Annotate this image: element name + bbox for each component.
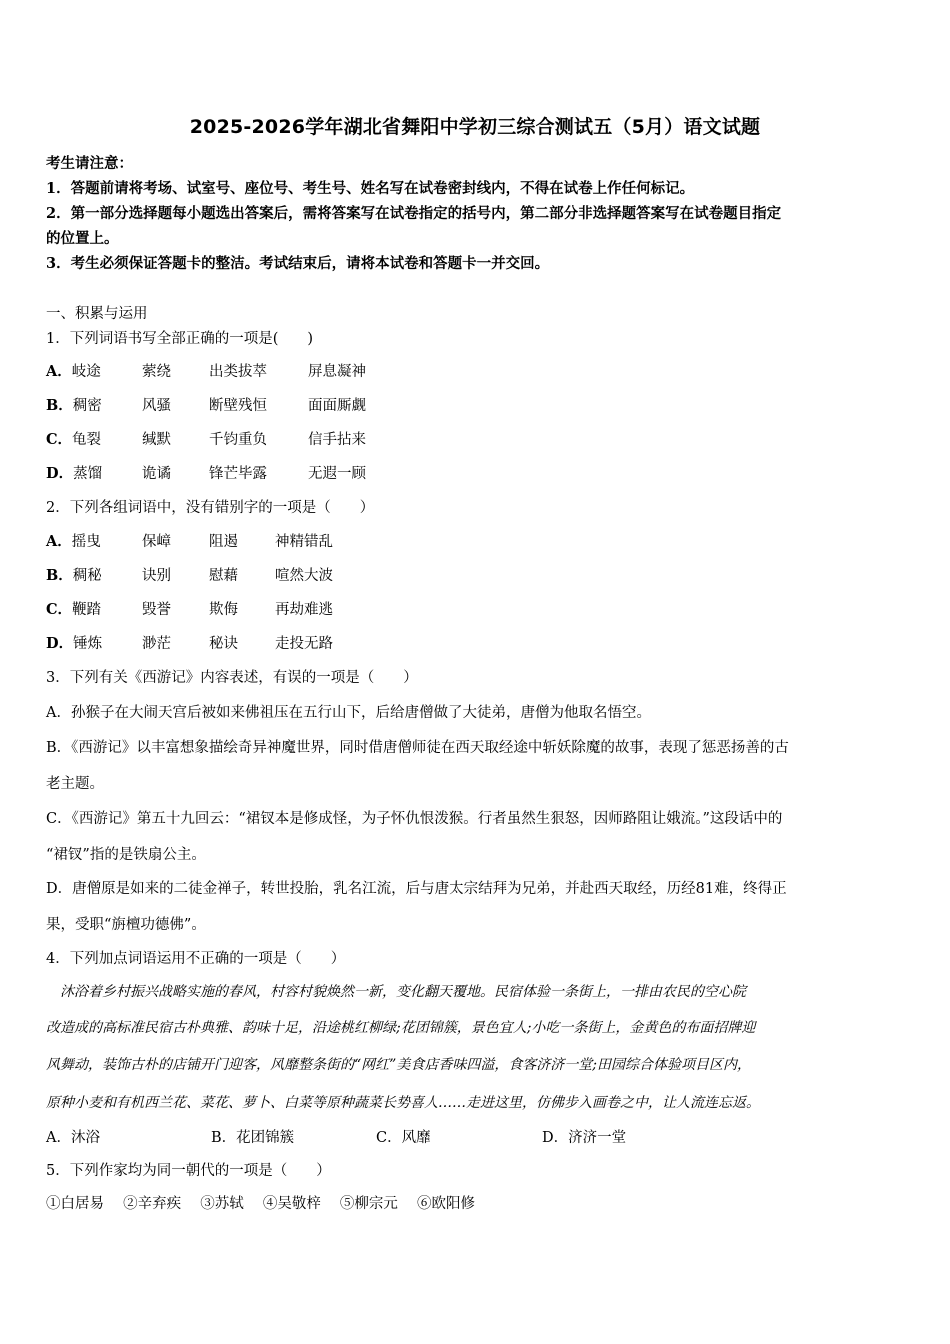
notice-item-1: 1．答题前请将考场、试室号、座位号、考生号、姓名写在试卷密封线内，不得在试卷上作任何标记。 bbox=[46, 180, 695, 197]
option-label: C． bbox=[46, 431, 73, 448]
option-label: A． bbox=[46, 363, 72, 380]
q2-option-d bbox=[46, 632, 333, 653]
word: 再劫难逃 bbox=[275, 602, 333, 618]
word: 毁誉 bbox=[142, 602, 171, 618]
q4-options bbox=[46, 1126, 627, 1147]
q4-passage-line-2: 改造成的高标准民宿古朴典雅、韵味十足，沿途桃红柳绿;花团锦簇，景色宜人;小吃一条街上，金黄色的布面招牌迎 bbox=[46, 1020, 756, 1036]
option-label: D． bbox=[46, 465, 74, 482]
word: 欺侮 bbox=[209, 602, 238, 618]
word: 走投无路 bbox=[275, 636, 333, 652]
q1-option-b bbox=[46, 394, 366, 415]
q4-option-a: A．沐浴 bbox=[46, 1130, 100, 1146]
word: 秘诀 bbox=[209, 636, 238, 652]
q3-option-c-cont: “裙钗”指的是铁扇公主。 bbox=[46, 847, 206, 863]
word: 断壁残恒 bbox=[209, 398, 267, 414]
word: 保嶂 bbox=[142, 534, 171, 550]
q2-option-c bbox=[46, 598, 333, 619]
word: 龟裂 bbox=[72, 432, 102, 448]
q3-option-d-cont: 果，受职“旃檀功德佛”。 bbox=[46, 917, 206, 933]
word: 无遐一顾 bbox=[308, 466, 366, 482]
option-label: C． bbox=[46, 601, 73, 618]
q4-stem: 4．下列加点词语运用不正确的一项是（ ） bbox=[46, 951, 346, 967]
word: 出类拔萃 bbox=[209, 364, 267, 380]
q4-passage-line-4: 原种小麦和有机西兰花、菜花、萝卜、白菜等原种蔬菜长势喜人……走进这里，仿佛步入画卷之中，让人流连忘返。 bbox=[46, 1095, 760, 1111]
q3-option-a: A．孙猴子在大闹天宫后被如来佛祖压在五行山下，后给唐僧做了大徒弟，唐僧为他取名悟空。 bbox=[46, 705, 651, 721]
option-label: A． bbox=[46, 533, 72, 550]
word: 缄默 bbox=[142, 432, 171, 448]
q5-stem: 5．下列作家均为同一朝代的一项是（ ） bbox=[46, 1163, 331, 1179]
section-heading: 一、积累与运用 bbox=[46, 306, 148, 322]
q3-stem: 3．下列有关《西游记》内容表述，有误的一项是（ ） bbox=[46, 670, 418, 686]
word: 稠密 bbox=[72, 398, 102, 414]
option-label: B． bbox=[46, 567, 73, 584]
notice-item-2: 2．第一部分选择题每小题选出答案后，需将答案写在试卷指定的括号内，第二部分非选择题答案写在试卷题目指定 bbox=[46, 205, 782, 222]
q4-passage-line-3: 风舞动，装饰古朴的店铺开门迎客，风靡整条街的“网红”美食店香味四溢，食客济济一堂;田园综合体验项目区内， bbox=[46, 1057, 752, 1073]
q1-option-c bbox=[46, 428, 366, 449]
word: 面面厮觑 bbox=[308, 398, 366, 414]
q3-option-d: D．唐僧原是如来的二徒金禅子，转世投胎，乳名江流，后与唐太宗结拜为兄弟，并赴西天取经，历经81难，终得正 bbox=[46, 881, 787, 897]
word: 锤炼 bbox=[73, 636, 103, 652]
q3-option-b-cont: 老主题。 bbox=[46, 776, 104, 792]
q4-passage-line-1: 沐浴着乡村振兴战略实施的春风，村容村貌焕然一新，变化翻天覆地。民宿体验一条街上，一排由农民的空心院 bbox=[46, 984, 746, 1000]
word: 稠秘 bbox=[72, 568, 102, 584]
word: 神精错乱 bbox=[275, 534, 333, 550]
notice-item-2-cont: 的位置上。 bbox=[46, 230, 119, 247]
word: 岐途 bbox=[71, 364, 101, 380]
option-label: D． bbox=[46, 635, 74, 652]
q1-stem: 1．下列词语书写全部正确的一项是( ) bbox=[46, 331, 314, 347]
word: 屏息凝神 bbox=[308, 364, 366, 380]
q4-option-d: D．济济一堂 bbox=[542, 1130, 627, 1146]
word: 鞭踏 bbox=[72, 602, 102, 618]
option-label: B． bbox=[46, 397, 73, 414]
q2-option-b bbox=[46, 564, 333, 585]
notice-heading: 考生请注意： bbox=[46, 155, 133, 172]
word: 摇曳 bbox=[71, 534, 101, 550]
word: 阻遏 bbox=[209, 534, 238, 550]
q1-option-a bbox=[46, 360, 366, 381]
q5-authors: ①白居易 ②辛弃疾 ③苏轼 ④吴敬梓 ⑤柳宗元 ⑥欧阳修 bbox=[46, 1196, 476, 1212]
word: 蒸馏 bbox=[73, 466, 103, 482]
word: 千钧重负 bbox=[209, 432, 267, 448]
q4-option-b: B．花团锦簇 bbox=[211, 1130, 295, 1146]
q4-option-c: C．风靡 bbox=[376, 1130, 431, 1146]
word: 风骚 bbox=[142, 398, 171, 414]
word: 锋芒毕露 bbox=[209, 466, 267, 482]
q2-stem: 2．下列各组词语中，没有错别字的一项是（ ） bbox=[46, 500, 375, 516]
q3-option-c: C．《西游记》第五十九回云：“裙钗本是修成怪，为子怀仇恨泼猴。行者虽然生狠怒，因师路阻让娥流。”这段话中的 bbox=[46, 811, 783, 827]
page-title: 2025-2026学年湖北省舞阳中学初三综合测试五（5月）语文试题 bbox=[189, 116, 761, 138]
word: 诀别 bbox=[142, 568, 171, 584]
q3-option-b: B．《西游记》以丰富想象描绘奇异神魔世界，同时借唐僧师徒在西天取经途中斩妖除魔的故事，表现了惩恶扬善的古 bbox=[46, 740, 789, 756]
q2-option-a bbox=[46, 530, 333, 551]
notice-item-3: 3．考生必须保证答题卡的整洁。考试结束后，请将本试卷和答题卡一并交回。 bbox=[46, 255, 550, 272]
word: 信手拈来 bbox=[308, 432, 366, 448]
word: 萦绕 bbox=[142, 364, 171, 380]
word: 慰藉 bbox=[209, 568, 238, 584]
word: 渺茫 bbox=[142, 636, 171, 652]
word: 喧然大波 bbox=[275, 568, 333, 584]
q1-option-d bbox=[46, 462, 366, 483]
word: 诡谲 bbox=[142, 466, 171, 482]
